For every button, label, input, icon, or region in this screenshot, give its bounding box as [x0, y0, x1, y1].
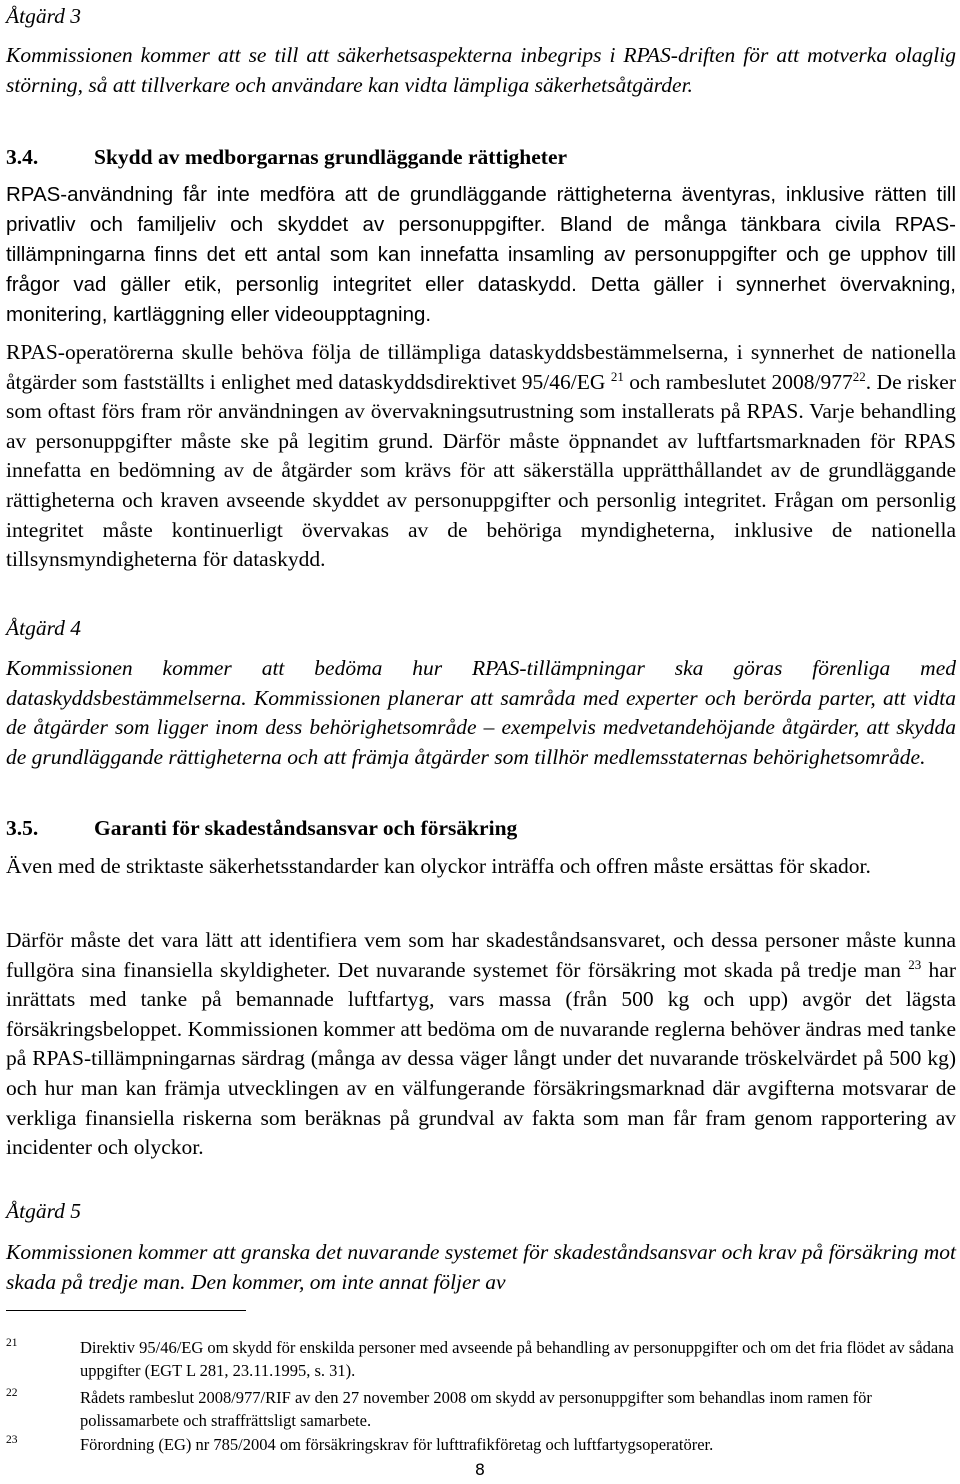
paragraph-text: Därför måste det vara lätt att identifiera vem som har skadeståndsansvaret, och dessa personer måste kunna fullgöra sina finansiella skyldigheter. Det nuvarande systemet för försäkring mot skada på tredje man — [6, 928, 956, 982]
action-3-text: Kommissionen kommer att se till att säkerhetsaspekterna inbegrips i RPAS-driften för att motverka olaglig störning, så att tillverkare och användare kan vidta lämpliga säkerhetsåtgärder. — [6, 43, 956, 97]
paragraph-text: och rambeslutet 2008/977 — [623, 369, 853, 394]
page-number: 8 — [474, 1460, 486, 1479]
action-4-text: Kommissionen kommer att bedöma hur RPAS-tillämpningar ska göras förenliga med dataskyddsbestämmelserna. Kommissionen planerar att samråda med experter och berörda parter, att vidta de åtgärder som ligger inom dess behörighetsområde – exempelvis medvetandehöjande åtgärder, att skydda de grundläggande rättigheterna och att främja åtgärder som tillhör medlemsstaternas behörighetsområde. — [6, 656, 956, 769]
action-4-heading: Åtgärd 4 — [6, 616, 82, 640]
paragraph-text: har inrättats med tanke på bemannade luftfartyg, vars massa (från 500 kg och upp) avgör det lägsta försäkringsbeloppet. Kommissionen kommer att bedöma om de nuvarande reglerna behöver ändras med tanke på RPAS-tillämpningarnas särdrag (många av dessa väger långt under det nuvarande tröskelvärdet på 500 kg) och hur man kan främja utvecklingen av en välfungerande försäkringsmarknad där avgifterna motsvarar de verkliga finansiella riskerna som beräknas på grundval av fakta som man får fram genom rapportering av incidenter och olyckor. — [6, 957, 956, 1160]
footnote-text: Förordning (EG) nr 785/2004 om försäkringskrav för lufttrafikföretag och luftfartygsoperatörer. — [80, 1435, 714, 1454]
section-3-4-heading — [6, 142, 567, 172]
footnote-22 — [6, 1386, 958, 1432]
section-3-4-number: 3.4. — [6, 145, 39, 169]
footnote-21 — [6, 1336, 958, 1382]
footnote-marker: 22 — [6, 1387, 18, 1399]
section-3-5-paragraph-2 — [6, 926, 956, 1163]
section-3-5-title: Garanti för skadeståndsansvar och försäkring — [94, 816, 518, 840]
action-5-text: Kommissionen kommer att granska det nuvarande systemet för skadeståndsansvar och krav på försäkring mot skada på tredje man. Den kommer, om inte annat följer av — [6, 1240, 956, 1294]
paragraph-text: RPAS-operatörerna skulle behöva följa de tillämpliga dataskyddsbestämmelserna, i synnerhet de nationella åtgärder som fastställts i enlighet med dataskyddsdirektivet 95/46/EG — [6, 340, 956, 394]
paragraph-text: . De risker som oftast förs fram rör användningen av övervakningsutrustning som installerats på RPAS. Varje behandling av personuppgifter måste ske på legitim grund. Därför måste öppnandet av luftfartsmarknaden för RPAS innefatta en bedömning av de åtgärder som krävs för att säkerställa upprätthållandet av de grundläggande rättigheterna och kraven avseende skyddet av personuppgifter och personlig integritet. Frågan om personlig integritet måste kontinuerligt övervakas av de behöriga myndigheterna, inklusive de nationella tillsynsmyndigheterna för dataskydd. — [6, 369, 957, 572]
action-3-heading: Åtgärd 3 — [6, 4, 82, 28]
footnote-separator — [6, 1310, 246, 1311]
footnote-ref-23: 23 — [908, 956, 922, 972]
footnote-ref-22: 22 — [852, 368, 866, 384]
action-5-heading: Åtgärd 5 — [6, 1199, 82, 1223]
section-3-5-paragraph-1: Även med de striktaste säkerhetsstandarder kan olyckor inträffa och offren måste ersättas för skador. — [6, 854, 871, 878]
section-3-4-paragraph-2 — [6, 338, 956, 575]
section-3-5-heading — [6, 813, 517, 843]
footnote-ref-21: 21 — [610, 368, 624, 384]
footnote-23 — [6, 1433, 958, 1456]
section-3-4-paragraph-1: RPAS-användning får inte medföra att de grundläggande rättigheterna äventyras, inklusive rätten till privatliv och familjeliv och skyddet av personuppgifter. Bland de många tänkbara civila RPAS-tillämpningarna finns det ett antal som kan innefatta insamling av personuppgifter och ge upphov till frågor vad gäller etik, personlig integritet eller dataskydd. Detta gäller i synnerhet övervakning, monitering, kartläggning eller videoupptagning. — [6, 183, 956, 326]
section-3-4-title: Skydd av medborgarnas grundläggande rättigheter — [94, 145, 568, 169]
footnote-marker: 23 — [6, 1434, 18, 1446]
footnote-marker: 21 — [6, 1337, 18, 1349]
footnote-text: Rådets rambeslut 2008/977/RIF av den 27 november 2008 om skydd av personuppgifter som behandlas inom ramen för polissamarbete och straffrättsligt samarbete. — [80, 1388, 872, 1430]
footnote-text: Direktiv 95/46/EG om skydd för enskilda personer med avseende på behandling av personuppgifter och om det fria flödet av sådana uppgifter (EGT L 281, 23.11.1995, s. 31). — [80, 1338, 954, 1380]
section-3-5-number: 3.5. — [6, 816, 39, 840]
